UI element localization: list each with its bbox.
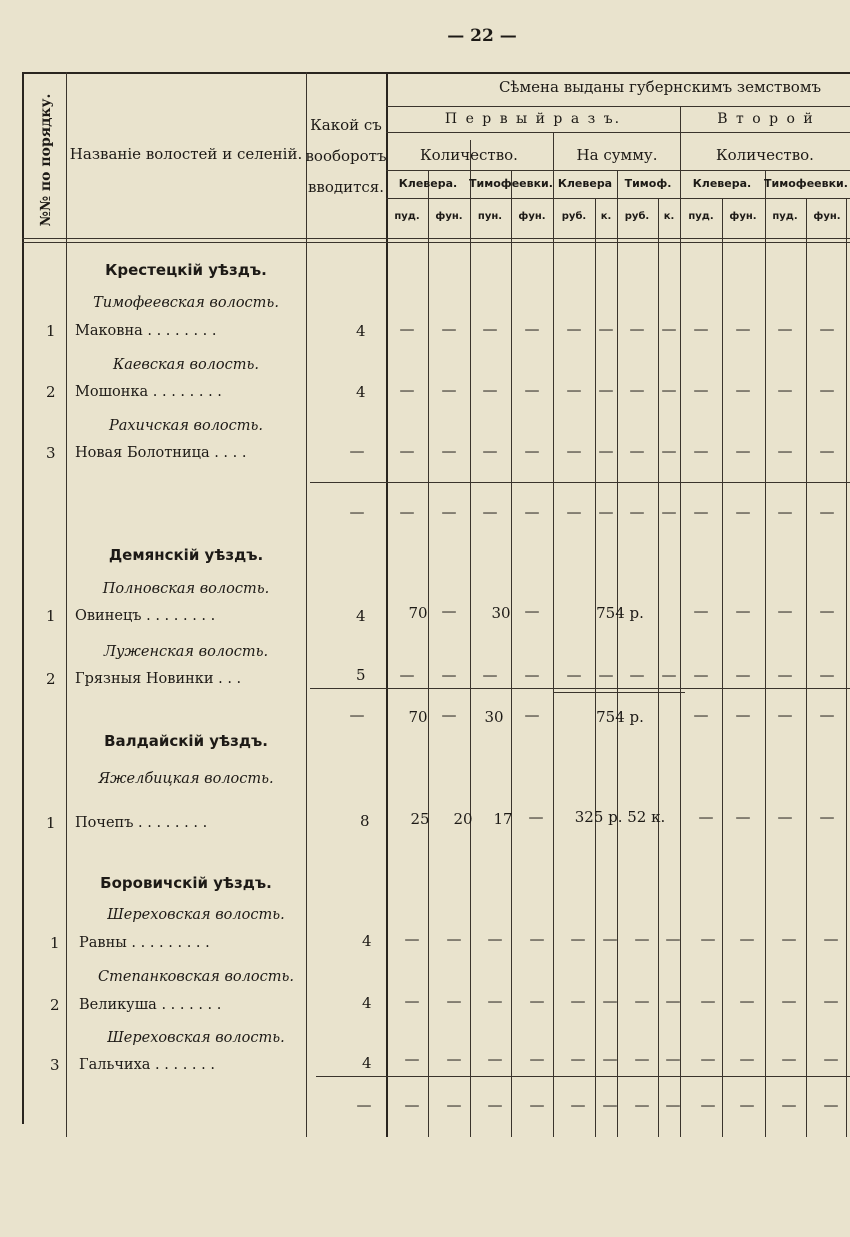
empty-cell-dash: — xyxy=(570,992,586,1010)
volost-title: Яжелбицкая волость. xyxy=(98,771,274,787)
empty-cell-dash: — xyxy=(634,930,650,948)
row-number: 2 xyxy=(50,996,60,1014)
row-number: 1 xyxy=(50,934,60,952)
sum-value: 754 р. xyxy=(596,604,644,622)
header-bottom-line xyxy=(22,238,850,239)
empty-cell-dash: — xyxy=(777,381,793,399)
clover-fun-value: 20 xyxy=(453,810,473,828)
empty-cell-dash: — xyxy=(629,666,645,684)
unit-header: к. xyxy=(663,211,675,222)
empty-cell-dash: — xyxy=(739,930,755,948)
timothy-sum-header: Тимоф. xyxy=(624,177,672,190)
volost-title: Шереховская волость. xyxy=(107,1030,285,1046)
empty-cell-dash: — xyxy=(634,1096,650,1114)
empty-cell-dash: — xyxy=(566,666,582,684)
second-time-header: В т о р о й xyxy=(717,111,815,127)
village-name: Великуша . . . . . . . xyxy=(79,997,222,1013)
empty-cell-dash: — xyxy=(524,666,540,684)
empty-cell-dash: — xyxy=(524,602,540,620)
rotation-value: 4 xyxy=(356,607,366,625)
unit-header: фун. xyxy=(518,211,546,222)
row-number: 3 xyxy=(46,444,56,462)
empty-cell-dash: — xyxy=(441,381,457,399)
empty-cell-dash: — xyxy=(349,706,365,724)
timothy-header-2: Тимофеевки. xyxy=(764,177,848,190)
empty-cell-dash: — xyxy=(665,1096,681,1114)
empty-cell-dash: — xyxy=(446,1096,462,1114)
empty-cell-dash: — xyxy=(598,666,614,684)
empty-cell-dash: — xyxy=(819,706,835,724)
empty-cell-dash: — xyxy=(404,992,420,1010)
empty-cell-dash: — xyxy=(693,666,709,684)
volost-title: Каевская волость. xyxy=(112,357,260,373)
empty-cell-dash: — xyxy=(781,1096,797,1114)
empty-cell-dash: — xyxy=(735,602,751,620)
col-rotation-header-1: Какой съ xyxy=(310,116,382,134)
empty-cell-dash: — xyxy=(482,320,498,338)
empty-cell-dash: — xyxy=(356,1096,372,1114)
empty-cell-dash: — xyxy=(735,503,751,521)
empty-cell-dash: — xyxy=(441,706,457,724)
col-divider xyxy=(386,72,388,1137)
empty-cell-dash: — xyxy=(700,930,716,948)
empty-cell-dash: — xyxy=(629,442,645,460)
empty-cell-dash: — xyxy=(823,930,839,948)
empty-cell-dash: — xyxy=(482,381,498,399)
col-order-header: №№ по порядку. xyxy=(38,93,54,227)
empty-cell-dash: — xyxy=(529,1050,545,1068)
empty-cell-dash: — xyxy=(777,666,793,684)
col-divider xyxy=(846,198,847,1137)
empty-cell-dash: — xyxy=(482,442,498,460)
page-number: — 22 — xyxy=(447,26,517,46)
header-line xyxy=(386,106,850,107)
row-number: 2 xyxy=(46,670,56,688)
empty-cell-dash: — xyxy=(777,442,793,460)
empty-cell-dash: — xyxy=(781,1050,797,1068)
empty-cell-dash: — xyxy=(598,442,614,460)
empty-cell-dash: — xyxy=(487,1050,503,1068)
clover-pud-value: 70 xyxy=(408,604,428,622)
empty-cell-dash: — xyxy=(735,381,751,399)
empty-cell-dash: — xyxy=(661,442,677,460)
volost-title: Тимофеевская волость. xyxy=(93,295,279,311)
header-bottom-line xyxy=(22,242,850,243)
header-line xyxy=(386,198,850,199)
empty-cell-dash: — xyxy=(777,808,793,826)
village-name: Мошонка . . . . . . . . xyxy=(75,384,222,400)
row-number: 2 xyxy=(46,383,56,401)
col-divider xyxy=(428,170,429,1137)
rotation-value: 4 xyxy=(356,383,366,401)
empty-cell-dash: — xyxy=(399,503,415,521)
empty-cell-dash: — xyxy=(446,992,462,1010)
empty-cell-dash: — xyxy=(693,503,709,521)
empty-cell-dash: — xyxy=(661,666,677,684)
empty-cell-dash: — xyxy=(819,602,835,620)
empty-cell-dash: — xyxy=(602,1096,618,1114)
empty-cell-dash: — xyxy=(777,320,793,338)
sum-value: 325 р. 52 к. xyxy=(574,808,666,826)
empty-cell-dash: — xyxy=(566,320,582,338)
empty-cell-dash: — xyxy=(819,666,835,684)
empty-cell-dash: — xyxy=(524,320,540,338)
unit-header: фун. xyxy=(729,211,757,222)
empty-cell-dash: — xyxy=(735,320,751,338)
empty-cell-dash: — xyxy=(524,381,540,399)
subtotal-sum: 754 р. xyxy=(596,708,644,726)
uezd-title: Боровичскій уѣздъ. xyxy=(100,874,272,892)
volost-title: Шереховская волость. xyxy=(107,907,285,923)
col-divider xyxy=(66,72,67,1137)
village-name: Грязныя Новинки . . . xyxy=(75,671,242,687)
empty-cell-dash: — xyxy=(598,320,614,338)
empty-cell-dash: — xyxy=(487,992,503,1010)
empty-cell-dash: — xyxy=(739,992,755,1010)
empty-cell-dash: — xyxy=(602,1050,618,1068)
empty-cell-dash: — xyxy=(487,1096,503,1114)
empty-cell-dash: — xyxy=(482,666,498,684)
empty-cell-dash: — xyxy=(634,1050,650,1068)
empty-cell-dash: — xyxy=(404,1050,420,1068)
empty-cell-dash: — xyxy=(693,706,709,724)
empty-cell-dash: — xyxy=(700,1050,716,1068)
empty-cell-dash: — xyxy=(661,503,677,521)
empty-cell-dash: — xyxy=(399,666,415,684)
unit-header: к. xyxy=(600,211,612,222)
empty-cell-dash: — xyxy=(399,381,415,399)
empty-cell-dash: — xyxy=(404,930,420,948)
col-divider xyxy=(765,170,766,1137)
empty-cell-dash: — xyxy=(399,320,415,338)
empty-cell-dash: — xyxy=(661,381,677,399)
col-rotation-header-2: вооборотъ xyxy=(305,147,387,165)
village-name: Равны . . . . . . . . . xyxy=(79,935,210,951)
empty-cell-dash: — xyxy=(777,706,793,724)
col-divider xyxy=(553,132,554,1137)
empty-cell-dash: — xyxy=(781,930,797,948)
unit-header: фун. xyxy=(435,211,463,222)
unit-header: пуд. xyxy=(688,211,714,222)
empty-cell-dash: — xyxy=(665,1050,681,1068)
empty-cell-dash: — xyxy=(739,1050,755,1068)
header-line xyxy=(386,170,850,171)
unit-header: руб. xyxy=(561,211,587,222)
empty-cell-dash: — xyxy=(349,503,365,521)
col-divider xyxy=(511,170,512,1137)
volost-title: Луженская волость. xyxy=(103,644,269,660)
row-number: 1 xyxy=(46,607,56,625)
col-divider xyxy=(306,72,307,1137)
group-title: Сѣмена выданы губернскимъ земствомъ xyxy=(498,78,822,96)
quantity-header: Количество. xyxy=(420,146,518,164)
uezd-title: Валдайскій уѣздъ. xyxy=(104,732,268,750)
village-name: Почепъ . . . . . . . . xyxy=(75,815,208,831)
empty-cell-dash: — xyxy=(528,808,544,826)
empty-cell-dash: — xyxy=(819,808,835,826)
clover-sum-header: Клевера xyxy=(557,177,613,190)
subtotal-timothy-pud: 30 xyxy=(484,708,504,726)
empty-cell-dash: — xyxy=(693,602,709,620)
rotation-value: 5 xyxy=(356,666,366,684)
volost-title: Полновская волость. xyxy=(102,581,270,597)
empty-cell-dash: — xyxy=(693,381,709,399)
timothy-header: Тимофеевки. xyxy=(469,177,553,190)
empty-cell-dash: — xyxy=(823,1096,839,1114)
empty-cell-dash: — xyxy=(524,442,540,460)
table-left-border xyxy=(22,72,24,1124)
col-rotation-header-3: вводится. xyxy=(307,178,385,196)
volost-title: Рахичская волость. xyxy=(108,418,264,434)
empty-cell-dash: — xyxy=(819,381,835,399)
empty-cell-dash: — xyxy=(823,992,839,1010)
col-divider xyxy=(806,198,807,1137)
table-top-border xyxy=(22,72,850,74)
empty-cell-dash: — xyxy=(349,442,365,460)
village-name: Маковна . . . . . . . . xyxy=(75,323,217,339)
empty-cell-dash: — xyxy=(566,503,582,521)
empty-cell-dash: — xyxy=(570,930,586,948)
empty-cell-dash: — xyxy=(598,503,614,521)
empty-cell-dash: — xyxy=(602,992,618,1010)
empty-cell-dash: — xyxy=(446,1050,462,1068)
col-name-header: Названіе волостей и селеній. xyxy=(69,145,303,163)
empty-cell-dash: — xyxy=(441,602,457,620)
empty-cell-dash: — xyxy=(524,503,540,521)
empty-cell-dash: — xyxy=(735,706,751,724)
empty-cell-dash: — xyxy=(665,930,681,948)
empty-cell-dash: — xyxy=(819,442,835,460)
empty-cell-dash: — xyxy=(399,442,415,460)
empty-cell-dash: — xyxy=(735,442,751,460)
col-divider xyxy=(722,198,723,1137)
header-line xyxy=(386,132,850,133)
rotation-value: 8 xyxy=(360,812,370,830)
empty-cell-dash: — xyxy=(700,992,716,1010)
first-time-header: П е р в ы й р а з ъ. xyxy=(444,111,622,127)
section-line xyxy=(553,692,685,693)
volost-title: Степанковская волость. xyxy=(98,969,294,985)
empty-cell-dash: — xyxy=(529,1096,545,1114)
unit-header: фун. xyxy=(813,211,841,222)
empty-cell-dash: — xyxy=(566,381,582,399)
empty-cell-dash: — xyxy=(693,442,709,460)
empty-cell-dash: — xyxy=(693,320,709,338)
col-divider xyxy=(680,106,681,1137)
empty-cell-dash: — xyxy=(819,503,835,521)
subtotal-clover-pud: 70 xyxy=(408,708,428,726)
empty-cell-dash: — xyxy=(739,1096,755,1114)
empty-cell-dash: — xyxy=(598,381,614,399)
empty-cell-dash: — xyxy=(735,808,751,826)
empty-cell-dash: — xyxy=(441,666,457,684)
col-divider xyxy=(470,140,471,1137)
empty-cell-dash: — xyxy=(441,442,457,460)
empty-cell-dash: — xyxy=(665,992,681,1010)
empty-cell-dash: — xyxy=(634,992,650,1010)
row-number: 1 xyxy=(46,814,56,832)
unit-header: руб. xyxy=(624,211,650,222)
empty-cell-dash: — xyxy=(777,602,793,620)
unit-header: пуд. xyxy=(772,211,798,222)
village-name: Овинецъ . . . . . . . . xyxy=(75,608,216,624)
row-number: 1 xyxy=(46,322,56,340)
timothy-pud-value: 17 xyxy=(493,810,513,828)
unit-header: пуд. xyxy=(394,211,420,222)
empty-cell-dash: — xyxy=(566,442,582,460)
uezd-title: Крестецкій уѣздъ. xyxy=(105,261,267,279)
empty-cell-dash: — xyxy=(781,992,797,1010)
empty-cell-dash: — xyxy=(629,320,645,338)
empty-cell-dash: — xyxy=(819,320,835,338)
empty-cell-dash: — xyxy=(482,503,498,521)
quantity-header-2: Количество. xyxy=(716,146,814,164)
timothy-pud-value: 30 xyxy=(491,604,511,622)
empty-cell-dash: — xyxy=(446,930,462,948)
empty-cell-dash: — xyxy=(777,503,793,521)
unit-header: пун. xyxy=(477,211,503,222)
section-line xyxy=(316,1076,850,1077)
empty-cell-dash: — xyxy=(700,1096,716,1114)
clover-pud-value: 25 xyxy=(410,810,430,828)
row-number: 3 xyxy=(50,1056,60,1074)
empty-cell-dash: — xyxy=(487,930,503,948)
rotation-value: 4 xyxy=(362,932,372,950)
empty-cell-dash: — xyxy=(529,992,545,1010)
empty-cell-dash: — xyxy=(570,1096,586,1114)
clover-header: Клевера. xyxy=(398,177,458,190)
section-line xyxy=(310,482,850,483)
village-name: Гальчиха . . . . . . . xyxy=(79,1057,215,1073)
empty-cell-dash: — xyxy=(602,930,618,948)
village-name: Новая Болотница . . . . xyxy=(75,445,247,461)
sum-header: На сумму. xyxy=(576,146,658,164)
empty-cell-dash: — xyxy=(661,320,677,338)
empty-cell-dash: — xyxy=(524,706,540,724)
section-line xyxy=(310,688,850,689)
rotation-value: 4 xyxy=(356,322,366,340)
col-divider xyxy=(595,198,596,1137)
empty-cell-dash: — xyxy=(570,1050,586,1068)
empty-cell-dash: — xyxy=(823,1050,839,1068)
uezd-title: Демянскій уѣздъ. xyxy=(108,546,264,564)
col-divider xyxy=(658,198,659,1137)
empty-cell-dash: — xyxy=(698,808,714,826)
empty-cell-dash: — xyxy=(529,930,545,948)
empty-cell-dash: — xyxy=(441,320,457,338)
empty-cell-dash: — xyxy=(735,666,751,684)
empty-cell-dash: — xyxy=(441,503,457,521)
rotation-value: 4 xyxy=(362,994,372,1012)
empty-cell-dash: — xyxy=(629,503,645,521)
empty-cell-dash: — xyxy=(629,381,645,399)
empty-cell-dash: — xyxy=(404,1096,420,1114)
clover-header-2: Клевера. xyxy=(692,177,752,190)
rotation-value: 4 xyxy=(362,1054,372,1072)
